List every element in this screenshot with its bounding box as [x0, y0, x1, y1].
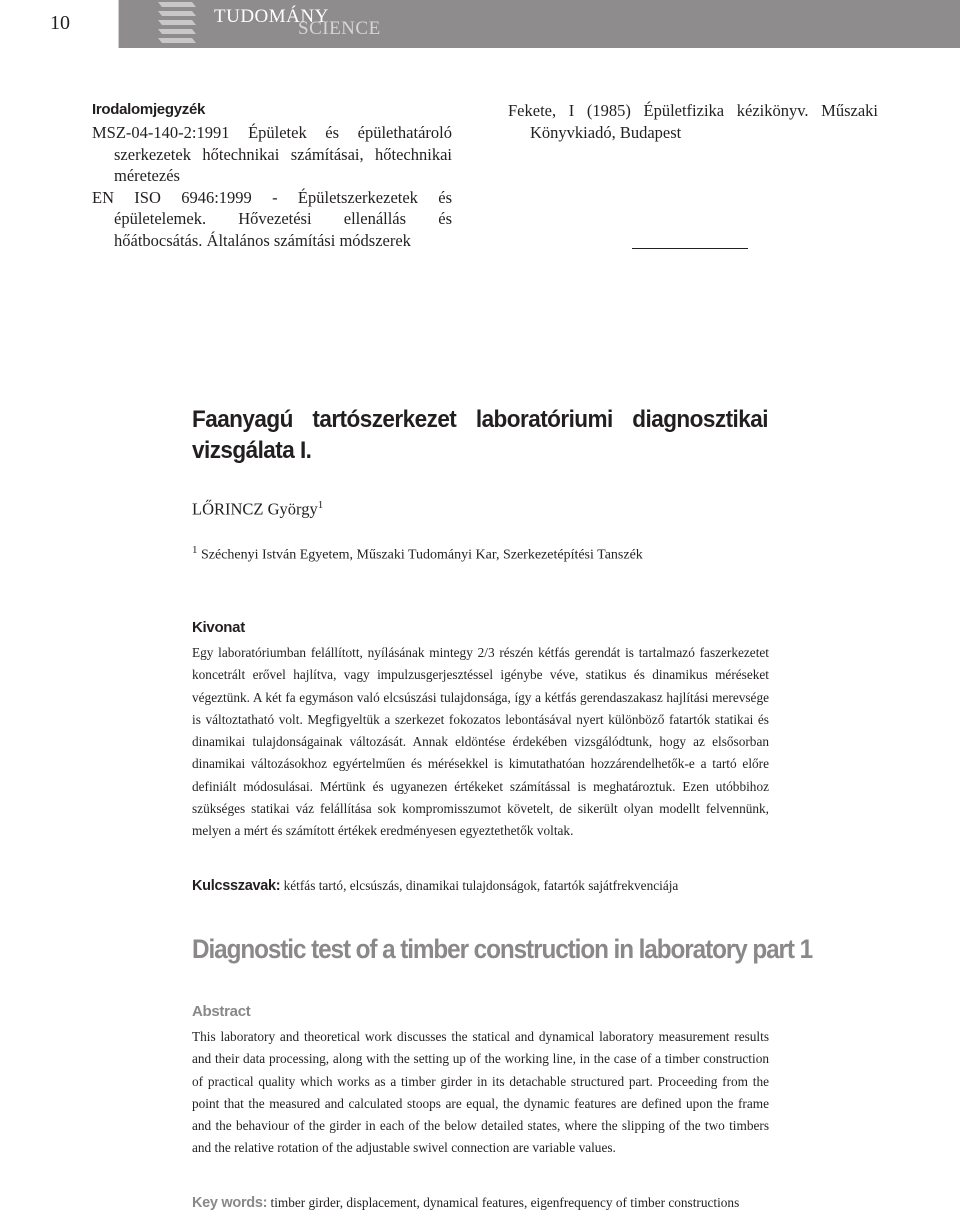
kulcsszavak-text: kétfás tartó, elcsúszás, dinamikai tulajdonságok, fatartók sajátfrekvenciája [283, 878, 679, 893]
abstract-heading: Abstract [192, 1003, 251, 1020]
kivonat-heading: Kivonat [192, 619, 245, 636]
abstract-body: This laboratory and theoretical work discusses the statical and dynamical laboratory measurement results and their data processing, along with the setting up of the working line, in the case of a timber construction of practical quality which works as a timber girder in its detachable structured part. Proceeding from the point that the measured and calculated stoops are equal, the dynamic features are defined upon the frame and the behaviour of the girder in each of the below detailed states, where the slipping of the two timbers and the relative rotation of the adjustable swivel connection are variable values. [192, 1029, 769, 1156]
reference-item: MSZ-04-140-2:1991 Épületek és épülethatároló szerkezetek hőtechnikai számításai, hőtechnikai méretezés [92, 123, 452, 185]
kivonat-body: Egy laboratóriumban felállított, nyílásának mintegy 2/3 részén kétfás gerendát is tartalmazó faszerkezetet koncetrált erővel hajlítva, vagy impulzusgerjesztéssel igénybe véve, statikus és dinamikus méréseket végeztünk. A két fa egymáson való elcsúszási tulajdonsága, így a kétfás gerendaszakasz hajlítási merevsége is változtatható volt. Megfigyeltük a szerkezet fokozatos lebontásával nyert különböző fatartók statikai és dinamikai tulajdonságainak változását. Annak eldöntése érdekében vizsgálódtunk, hogy az elsősorban dinamikai változásokhoz egyértelműen és mérésekkel is kimutathatóan hozzárendelhetők-e a tartó előre definiált módosulásai. Mértünk és ugyanezen értékeket számítással is meghatároztuk. Ezen utóbbihoz szükséges statikai váz felállítása sok kompromisszumot követelt, de sikerült olyan modellt felvennünk, melyen a mért és számított értékek eredményesen egyeztethetők voltak. [192, 645, 769, 839]
page-number-box [0, 0, 119, 48]
keywords-text: timber girder, displacement, dynamical features, eigenfrequency of timber constructions [270, 1195, 740, 1210]
kulcsszavak-label: Kulcsszavak: [192, 878, 281, 894]
stripes-logo-icon [152, 2, 196, 44]
references-left-column [92, 100, 452, 251]
affiliation-footnote-mark: 1 [192, 544, 198, 556]
affiliation [192, 540, 643, 566]
journal-title: TUDOMÁNY [214, 6, 329, 27]
section-divider [632, 248, 748, 249]
kulcsszavak [192, 878, 782, 894]
references-heading: Irodalomjegyzék [92, 101, 206, 118]
article-title: Faanyagú tartószerkezet laboratóriumi diagnosztikai vizsgálata I. [192, 406, 768, 464]
reference-item: Fekete, I (1985) Épületfizika kézikönyv. Műszaki Könyvkiadó, Budapest [508, 101, 878, 142]
header-bar [0, 0, 960, 48]
journal-subtitle: SCIENCE [298, 18, 381, 39]
english-title: Diagnostic test of a timber construction in laboratory part 1 [192, 934, 813, 964]
affiliation-text: Széchenyi István Egyetem, Műszaki Tudományi Kar, Szerkezetépítési Tanszék [201, 547, 643, 563]
references-right-column [508, 100, 878, 143]
page-number: 10 [50, 12, 70, 34]
author-footnote-mark: 1 [317, 499, 324, 511]
reference-item: EN ISO 6946:1999 - Épületszerkezetek és épületelemek. Hővezetési ellenállás és hőátbocsátás. Általános számítási módszerek [92, 187, 452, 250]
author [192, 494, 323, 521]
author-name: LŐRINCZ György [192, 499, 318, 519]
keywords [192, 1195, 792, 1211]
keywords-label: Key words: [192, 1195, 268, 1211]
